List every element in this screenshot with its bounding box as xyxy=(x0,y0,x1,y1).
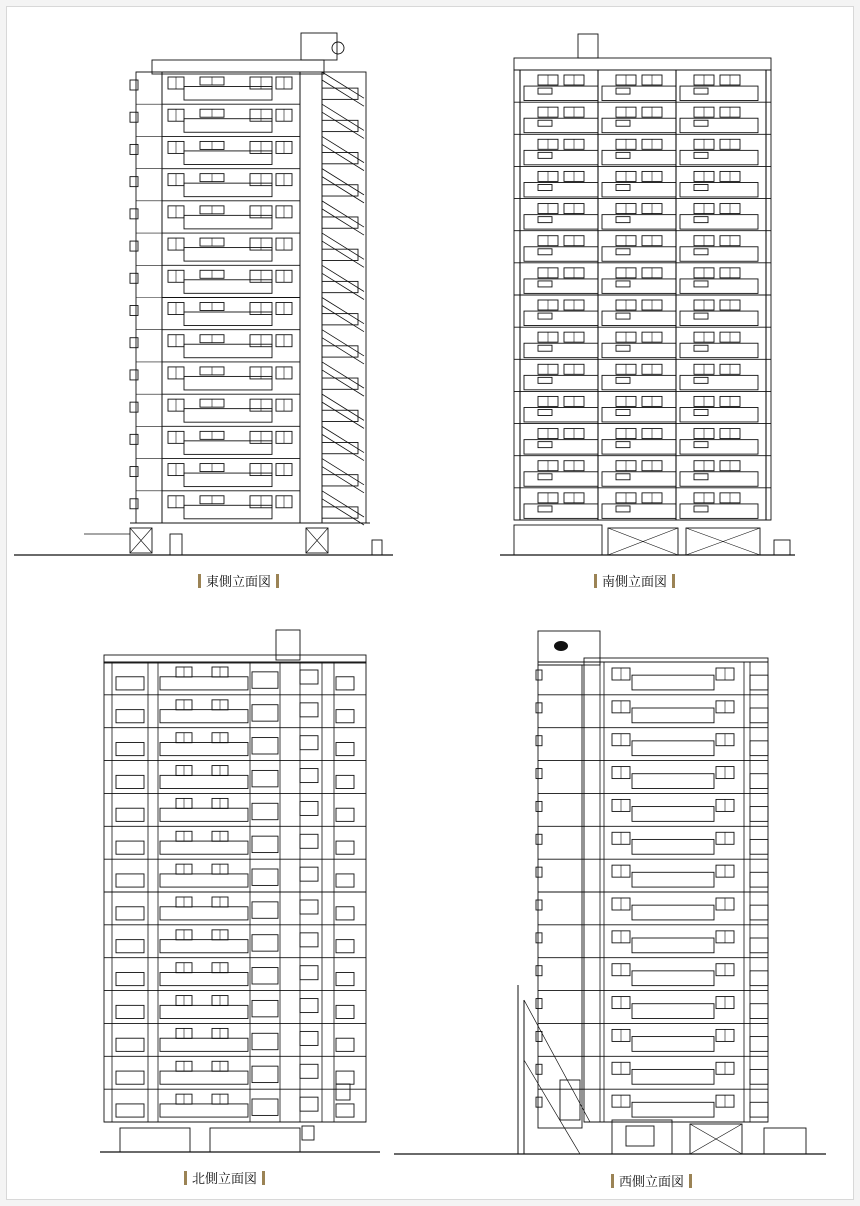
balcony-rail xyxy=(632,1037,714,1052)
side-window xyxy=(536,670,542,680)
balcony-rail xyxy=(632,1102,714,1117)
side-window xyxy=(536,1031,542,1041)
balcony-rail xyxy=(750,741,768,756)
side-window xyxy=(536,801,542,811)
balcony-rail xyxy=(750,708,768,723)
caption-bar-right xyxy=(689,1174,692,1188)
balcony-rail xyxy=(632,905,714,920)
side-window xyxy=(536,769,542,779)
balcony-rail xyxy=(750,1037,768,1052)
south-elevation-title: 南側立面図 xyxy=(602,575,668,590)
side-window xyxy=(536,900,542,910)
side-window xyxy=(536,736,542,746)
rooftop-tower xyxy=(538,631,600,665)
north-elevation-title: 北側立面図 xyxy=(192,1172,258,1187)
balcony-rail xyxy=(750,872,768,887)
balcony-rail xyxy=(632,938,714,953)
balcony-rail xyxy=(750,675,768,690)
side-window xyxy=(536,966,542,976)
balcony-rail xyxy=(632,741,714,756)
canopy-brace xyxy=(524,1060,580,1154)
balcony-rail xyxy=(632,774,714,789)
logo-icon xyxy=(554,641,568,651)
balcony-rail xyxy=(750,1004,768,1019)
balcony-rail xyxy=(632,971,714,986)
balcony-rail xyxy=(632,807,714,822)
side-window xyxy=(536,1097,542,1107)
side-window xyxy=(536,703,542,713)
west-elevation-title: 西側立面図 xyxy=(619,1175,685,1190)
balcony-rail xyxy=(632,708,714,723)
balcony-rail xyxy=(750,971,768,986)
entrance-door xyxy=(626,1126,654,1146)
balcony-rail xyxy=(750,1102,768,1117)
entrance-hall xyxy=(612,1120,672,1154)
side-window xyxy=(536,999,542,1009)
side-window xyxy=(536,933,542,943)
balcony-rail xyxy=(632,1069,714,1084)
balcony-rail xyxy=(632,675,714,690)
east-elevation-title: 東側立面図 xyxy=(206,575,272,590)
balcony-rail xyxy=(750,905,768,920)
side-window xyxy=(536,834,542,844)
canopy-frame xyxy=(560,1080,580,1120)
side-window xyxy=(536,1064,542,1074)
balcony-rail xyxy=(750,1069,768,1084)
balcony-rail xyxy=(750,807,768,822)
balcony-rail xyxy=(632,1004,714,1019)
balcony-rail xyxy=(750,839,768,854)
stair-core xyxy=(538,665,582,1128)
balcony-rail xyxy=(632,839,714,854)
caption-bar-left xyxy=(611,1174,614,1188)
side-window xyxy=(536,867,542,877)
balcony-rail xyxy=(750,938,768,953)
balcony-rail xyxy=(632,872,714,887)
garage-box xyxy=(764,1128,806,1154)
balcony-rail xyxy=(750,774,768,789)
west-elevation-caption xyxy=(611,1171,692,1190)
